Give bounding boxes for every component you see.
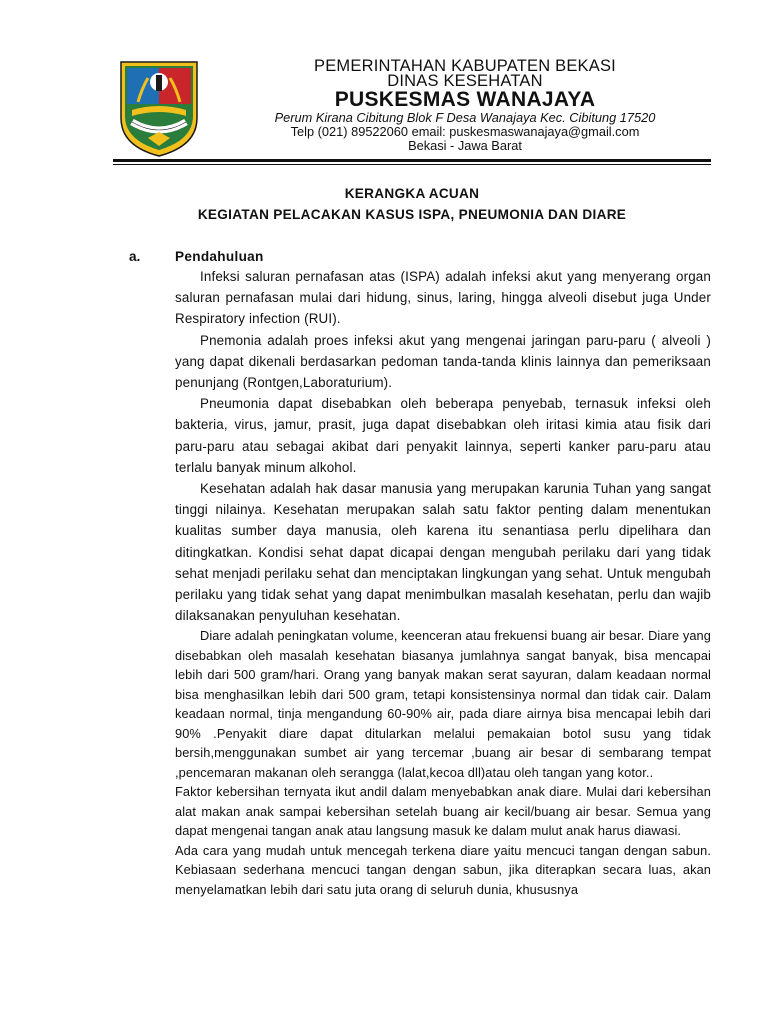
paragraph-pneumonia-definition: Pnemonia adalah proes infeksi akut yang mengenai jaringan paru-paru ( alveoli ) yang dapat dikenali berdasarkan pedoman tanda-tanda klinis lainnya dan pemeriksaan penunjang (Rontgen,Laboraturium).	[175, 332, 711, 391]
letterhead-divider-thick	[113, 159, 711, 162]
paragraph-hygiene: Faktor kebersihan ternyata ikut andil dalam menyebabkan anak diare. Mulai dari kebersihan alat makan anak sampai kebersihan setelah buang air kecil/buang air besar. Semua yang dapat mengenai tangan anak atau langsung masuk ke dalam mulut anak harus diawasi.	[175, 784, 711, 839]
section-letter: a.	[129, 249, 141, 264]
section-heading: Pendahuluan	[175, 249, 264, 264]
institution-city: Bekasi - Jawa Barat	[408, 138, 522, 153]
document-subtitle: KEGIATAN PELACAKAN KASUS ISPA, PNEUMONIA DAN DIARE	[197, 207, 627, 222]
paragraph-ispa: Infeksi saluran pernafasan atas (ISPA) adalah infeksi akut yang menyerang organ saluran pernafasan mulai dari hidung, sinus, laring, hingga alveoli disebut juga Under Respiratory infection (RUI).	[175, 269, 711, 327]
paragraph-handwashing: Ada cara yang mudah untuk mencegah terkena diare yaitu mencuci tangan dengan sabun. Kebiasaan sederhana mencuci tangan dengan sabun, jika diterapkan secara luas, akan menyelamatkan lebih dari satu juta orang di seluruh dunia, khususnya	[175, 842, 711, 897]
government-name: PEMERINTAHAN KABUPATEN BEKASI	[314, 57, 616, 75]
paragraph-pneumonia-causes: Pneumonia dapat disebabkan oleh beberapa penyebab, ternasuk infeksi oleh bakteria, virus, jamur, prasit, juga dapat disebabkan oleh iritasi kimia atau fisik dari paru-paru atau sebagai akibat dari penyakit lainnya, seperti kanker paru-paru atau terlalu banyak minum alkohol.	[175, 396, 711, 475]
institution-contact: Telp (021) 89522060 email: puskesmaswanajaya@gmail.com	[290, 124, 640, 139]
institution-address: Perum Kirana Cibitung Blok F Desa Wanajaya Kec. Cibitung 17520	[274, 110, 656, 125]
paragraph-health: Kesehatan adalah hak dasar manusia yang merupakan karunia Tuhan yang sangat tinggi nilainya. Kesehatan merupakan salah satu faktor penting dalam menentukan kualitas sumber daya manusia, oleh karena itu senantiasa perlu dipelihara dan ditingkatkan. Kondisi sehat dapat dicapai dengan mengubah perilaku dari yang tidak sehat menjadi perilaku sehat dan menciptakan lingkungan yang sehat. Untuk mengubah perilaku yang tidak sehat yang dapat menimbulkan masalah kesehatan, perlu dan wajib dilaksanakan penyuluhan kesehatan.	[175, 481, 711, 624]
institution-name: PUSKESMAS WANAJAYA	[334, 88, 596, 111]
document-title: KERANGKA ACUAN	[344, 186, 480, 201]
paragraph-diarrhea: Diare adalah peningkatan volume, keenceran atau frekuensi buang air besar. Diare yang disebabkan oleh masalah kesehatan biasanya jumlahnya sangat banyak, bisa mencapai lebih dari 500 gram/hari. Orang yang banyak makan serat sayuran, dalam keadaan normal bisa menghasilkan lebih dari 500 gram, tetapi konsistensinya normal dan tidak cair. Dalam keadaan normal, tinja mengandung 60-90% air, pada diare airnya bisa mencapai lebih dari 90% .Penyakit diare dapat ditularkan melalui pemakaian botol susu yang tidak bersih,menggunakan sumbet air yang tercemar ,buang air besar di sembarang tempat ,pencemaran makanan oleh serangga (lalat,kecoa dll)atau oleh tangan yang kotor..	[175, 628, 711, 780]
letterhead-divider-thin	[113, 164, 711, 165]
section-body	[175, 266, 711, 899]
bekasi-regency-crest-icon	[118, 58, 200, 158]
department-name: DINAS KESEHATAN	[387, 72, 543, 90]
